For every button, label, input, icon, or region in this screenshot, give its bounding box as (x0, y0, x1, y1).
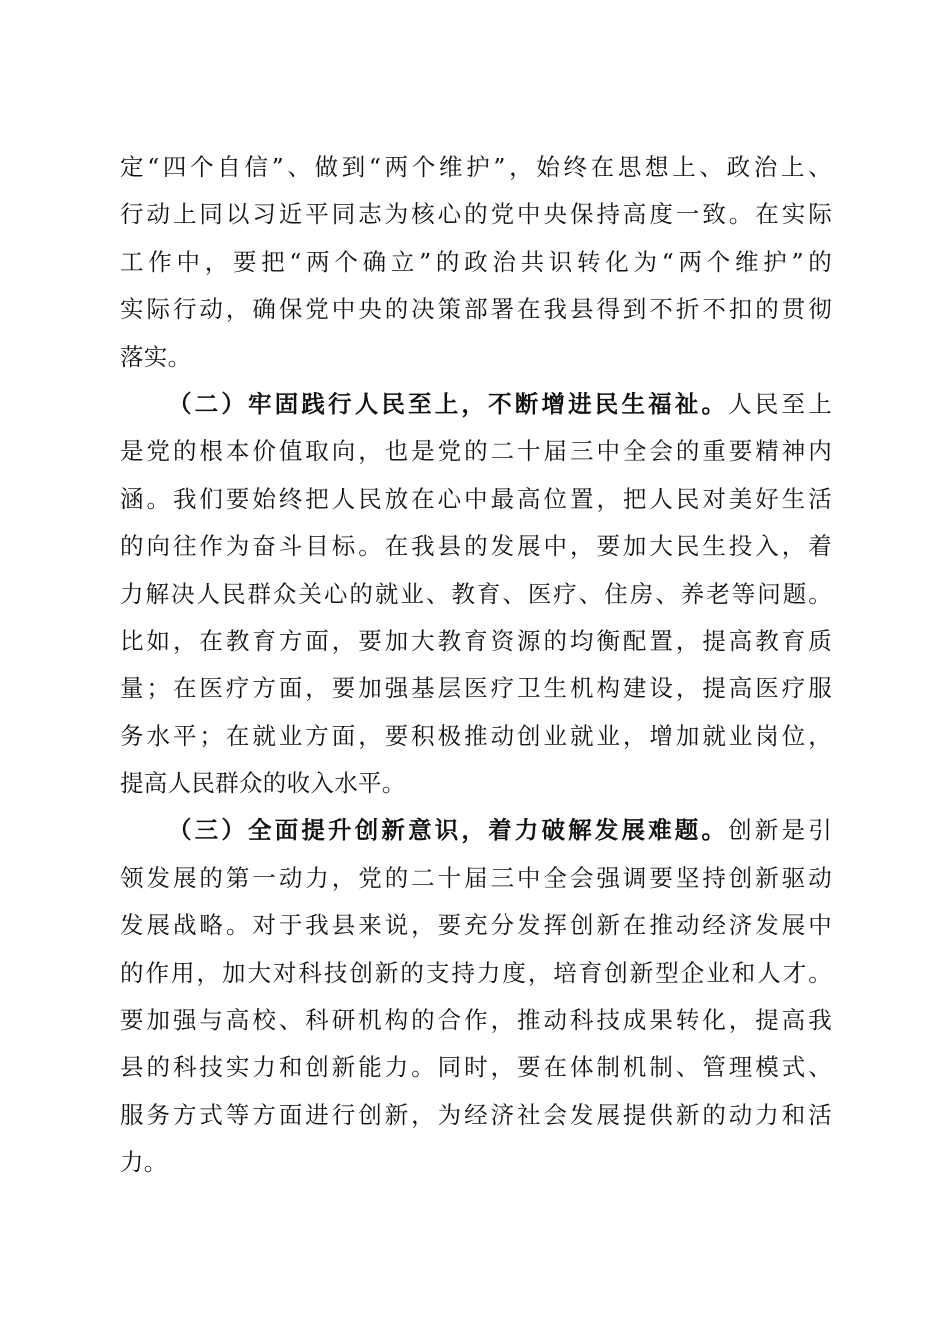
text-line: 力解决人民群众关心的就业、教育、医疗、住房、养老等问题。 (120, 579, 832, 608)
paragraph-1 (120, 144, 832, 381)
text-line: 领发展的第一动力，党的二十届三中全会强调要坚持创新驱动 (120, 863, 832, 892)
text-line: 定“四个自信”、做到“两个维护”，始终在思想上、政治上、 (120, 153, 832, 181)
paragraph-first-line (120, 381, 832, 428)
text-run: 人民至上 (728, 389, 832, 418)
text-line: 县的科技实力和创新能力。同时，要在体制机制、管理模式、 (120, 1053, 832, 1082)
text-run: 创新是引 (728, 816, 832, 845)
text-line: 涵。我们要始终把人民放在心中最高位置，把人民对美好生活 (120, 484, 832, 513)
text-line: 工作中，要把“两个确立”的政治共识转化为“两个维护”的 (120, 247, 832, 276)
text-line: 服务方式等方面进行创新，为经济社会发展提供新的动力和活 (120, 1100, 832, 1129)
text-line: 发展战略。对于我县来说，要充分发挥创新在推动经济发展中 (120, 911, 832, 940)
paragraph-first-line (120, 807, 832, 854)
text-line: 力。 (120, 1148, 168, 1177)
text-line: 是党的根本价值取向，也是党的二十届三中全会的重要精神内 (120, 437, 832, 466)
text-line: 落实。 (120, 342, 192, 371)
text-line: 行动上同以习近平同志为核心的党中央保持高度一致。在实际 (120, 200, 832, 229)
text-line: 要加强与高校、科研机构的合作，推动科技成果转化，提高我 (120, 1006, 832, 1035)
section-heading-2: （二）牢固践行人民至上，不断增进民生福祉。 (168, 389, 729, 418)
paragraph-3 (120, 807, 832, 1186)
paragraph-2 (120, 381, 832, 808)
text-line: 量；在医疗方面，要加强基层医疗卫生机构建设，提高医疗服 (120, 674, 832, 703)
text-line: 的向往作为奋斗目标。在我县的发展中，要加大民生投入，着 (120, 532, 832, 561)
section-heading-3: （三）全面提升创新意识，着力破解发展难题。 (168, 816, 729, 845)
text-line: 务水平；在就业方面，要积极推动创业就业，增加就业岗位， (120, 721, 832, 750)
text-line: 比如，在教育方面，要加大教育资源的均衡配置，提高教育质 (120, 626, 832, 655)
text-line: 的作用，加大对科技创新的支持力度，培育创新型企业和人才。 (120, 958, 832, 987)
body-text (120, 144, 832, 1187)
text-line: 提高人民群众的收入水平。 (120, 769, 406, 798)
text-line: 实际行动，确保党中央的决策部署在我县得到不折不扣的贯彻 (120, 295, 832, 324)
